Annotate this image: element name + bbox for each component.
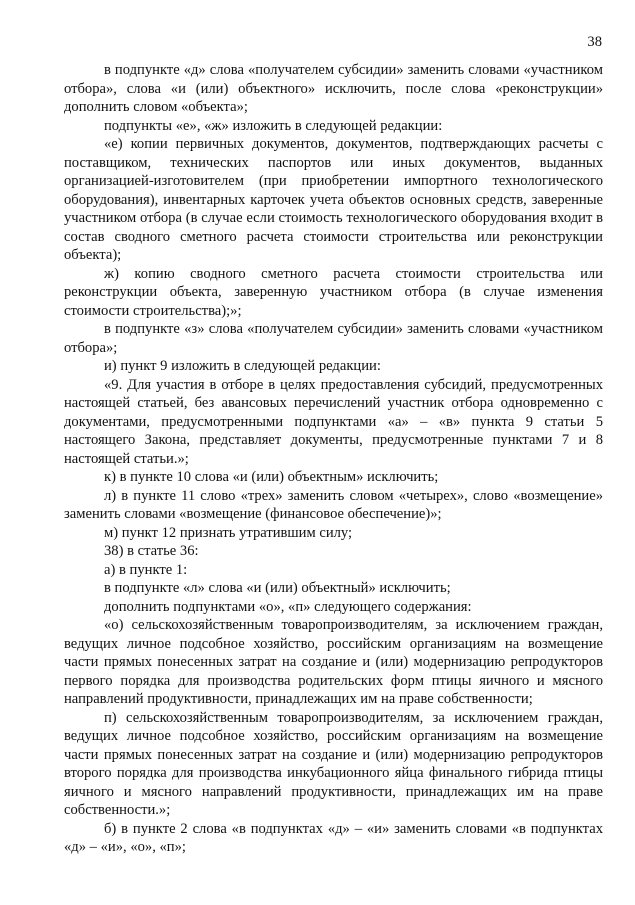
- paragraph: «о) сельскохозяйственным товаропроизводителям, за исключением граждан, ведущих личное подсобное хозяйство, российским организациям на возмещение части прямых понесенных затрат на создание и (или) модернизацию репродукторов первого порядка для производства родительских форм птицы яичного и мясного направлений продуктивности, принадлежащих им на праве собственности;: [64, 617, 603, 707]
- page-number: 38: [587, 34, 602, 50]
- document-body: [64, 61, 603, 857]
- paragraph: в подпункте «л» слова «и (или) объектный» исключить;: [104, 580, 451, 596]
- paragraph: 38) в статье 36:: [104, 543, 199, 559]
- paragraph: а) в пункте 1:: [104, 561, 188, 578]
- paragraph: к) в пункте 10 слова «и (или) объектным» исключить;: [104, 469, 439, 485]
- paragraph: б) в пункте 2 слова «в подпунктах «д» – «и» заменить словами «в подпунктах «д» – «и», «о», «п»;: [64, 820, 603, 855]
- paragraph: в подпункте «з» слова «получателем субсидии» заменить словами «участником отбора»;: [64, 321, 603, 356]
- paragraph: «е) копии первичных документов, документов, подтверждающих расчеты с поставщиком, технических паспортов или иных документов, выданных организацией-изготовителем (при приобретении импортного технологического оборудования), инвентарных карточек учета объектов основных средств, заверенные участником отбора (в случае если стоимость технологического оборудования входит в состав сводного сметного расчета стоимости строительства или реконструкции объекта);: [64, 136, 603, 263]
- paragraph: дополнить подпунктами «о», «п» следующего содержания:: [104, 598, 472, 615]
- paragraph: подпункты «е», «ж» изложить в следующей редакции:: [104, 117, 443, 134]
- paragraph: в подпункте «д» слова «получателем субсидии» заменить словами «участником отбора», слова «и (или) объектного» исключить, после слова «реконструкции» дополнить словом «объекта»;: [64, 62, 603, 115]
- paragraph: и) пункт 9 изложить в следующей редакции:: [104, 358, 381, 374]
- paragraph: п) сельскохозяйственным товаропроизводителям, за исключением граждан, ведущих личное подсобное хозяйство, российским организациям на возмещение части прямых понесенных затрат на создание и (или) модернизацию репродукторов второго порядка для производства инкубационного яйца финального гибрида птицы яичного и мясного направлений продуктивности, принадлежащих им на праве собственности.»;: [64, 709, 603, 818]
- paragraph: «9. Для участия в отборе в целях предоставления субсидий, предусмотренных настоящей статьей, без авансовых перечислений участник отбора одновременно с документами, предусмотренными подпунктами «а» – «в» пункта 9 статьи 5 настоящего Закона, представляет документы, предусмотренные пунктами 7 и 8 настоящей статьи.»;: [64, 376, 603, 467]
- paragraph: м) пункт 12 признать утратившим силу;: [104, 524, 353, 541]
- paragraph: ж) копию сводного сметного расчета стоимости строительства или реконструкции объекта, заверенную участником отбора (в случае изменения стоимости строительства);»;: [64, 265, 603, 319]
- paragraph: л) в пункте 11 слово «трех» заменить словом «четырех», слово «возмещение» заменить словами «возмещение (финансовое обеспечение)»;: [64, 487, 603, 522]
